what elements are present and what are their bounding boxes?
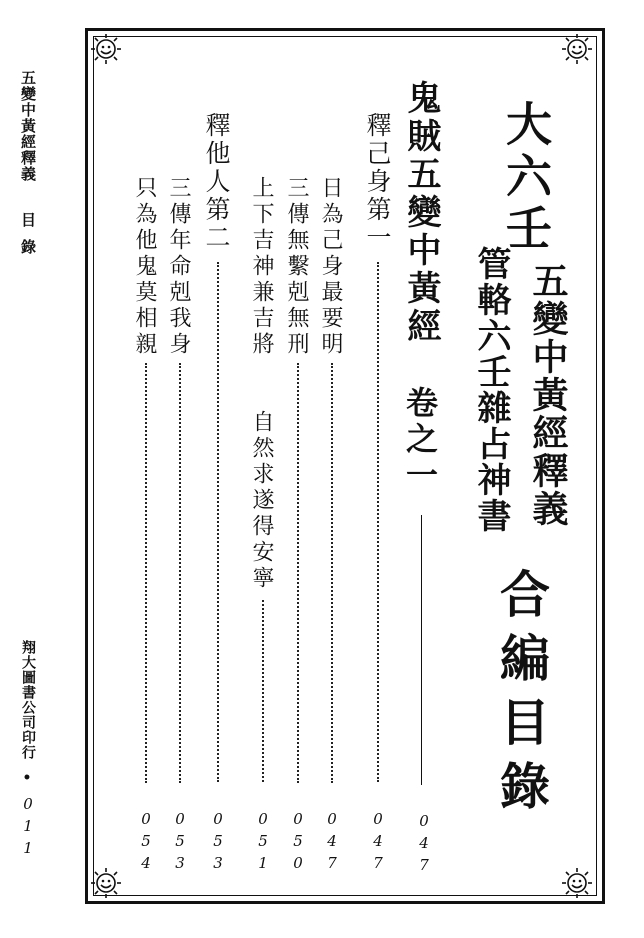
toc-entry-page: 053 (209, 810, 227, 876)
toc-entry-text: 上下吉神兼吉將 (249, 176, 274, 358)
corner-sun-icon (560, 32, 594, 66)
toc-entry-text: 釋己身第一 (363, 112, 392, 252)
toc-entry-text: 釋他人第二 (202, 112, 231, 252)
corner-sun-icon (560, 866, 594, 900)
side-section-label: 目錄 (19, 212, 37, 266)
toc-entry-text: 三傳年命剋我身 (166, 176, 191, 358)
toc-entry-text: 三傳無繫剋無刑 (284, 176, 309, 358)
corner-sun-icon (89, 866, 123, 900)
toc-entry-text-continued: 自然求遂得安寧 (249, 410, 274, 592)
title-joint-catalog: 合編目錄 (492, 568, 551, 824)
toc-leader-dots (297, 363, 299, 783)
toc-entry-page: 051 (254, 810, 272, 876)
toc-leader-dots (262, 600, 264, 782)
toc-leader-dots (145, 363, 147, 783)
side-book-title: 五變中黃經釋義 (19, 70, 37, 182)
title-sub-2: 管輅六壬雜占神書 (471, 246, 511, 534)
title-sub-1: 五變中黃經釋義 (527, 262, 569, 528)
toc-entry-page: 053 (171, 810, 189, 876)
toc-leader-dots (217, 262, 219, 782)
toc-leader-dots (377, 262, 379, 782)
toc-entry-page: 047 (369, 810, 387, 876)
toc-leader-dots (179, 363, 181, 783)
toc-entry-text: 只為他鬼莫相親 (132, 176, 157, 358)
toc-entry-page: 047 (323, 810, 341, 876)
toc-entry-text: 日為己身最要明 (318, 176, 343, 358)
volume-title: 鬼賊五變中黃經 (401, 80, 441, 346)
side-publisher: 翔大圖書公司印行 (20, 640, 36, 760)
toc-entry-page: 054 (137, 810, 155, 876)
corner-sun-icon (89, 32, 123, 66)
volume-number: 卷之一 (401, 386, 439, 494)
volume-page: 047 (415, 812, 433, 878)
toc-leader-dots (331, 363, 333, 783)
toc-entry-page: 050 (289, 810, 307, 876)
side-separator: • (19, 770, 35, 786)
side-page-number: 011 (19, 795, 37, 861)
volume-leader-line (421, 515, 422, 785)
title-main: 大六壬 (499, 100, 553, 256)
